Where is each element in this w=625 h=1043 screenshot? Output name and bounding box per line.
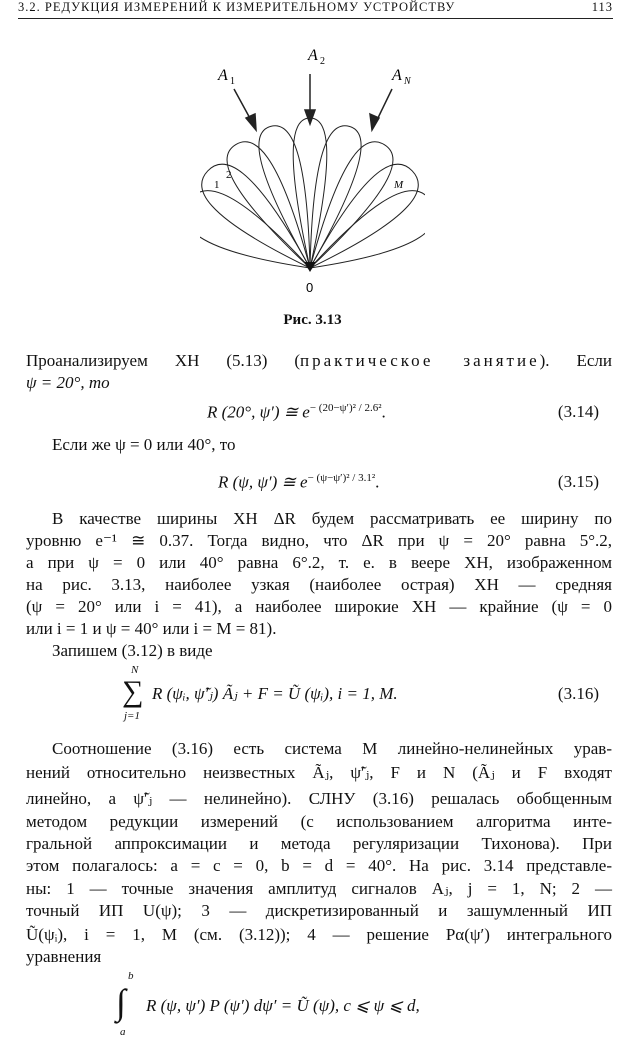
eq-3-14-number: (3.14) bbox=[557, 402, 599, 421]
paragraph-5-line-10: уравнения bbox=[26, 947, 102, 966]
paragraph-1-line-2: ψ = 20°, то bbox=[26, 373, 110, 392]
radiation-lobe bbox=[293, 118, 327, 268]
paragraph-2: Если же ψ = 0 или 40°, то bbox=[52, 435, 236, 454]
figure-3-13 bbox=[200, 44, 425, 304]
equation-3-16 bbox=[0, 664, 625, 726]
eq-3-14-exponent: − (20−ψ′)² / 2.6² bbox=[309, 402, 382, 414]
sum-lower-limit: j=1 bbox=[124, 710, 140, 722]
radiation-lobe bbox=[200, 191, 310, 268]
integral-lower-limit: a bbox=[120, 1026, 126, 1038]
label-2: 2 bbox=[226, 169, 232, 181]
label-a1: A bbox=[218, 67, 228, 84]
paragraph-3-line-1: В качестве ширины ХН ΔR будем рассматривать ее ширину по bbox=[52, 509, 612, 528]
header-rule bbox=[18, 18, 613, 19]
equation-3-14: R (20°, ψ′) ≅ $e^{- (20-\psi')^2 / 2.6^2}$. (3.14) bbox=[207, 402, 599, 422]
paragraph-5-line-4: методом редукции измерений (с использованием алгоритма инте- bbox=[26, 812, 612, 831]
paragraph-5-line-9: Ũ(ψᵢ), i = 1, M (см. (3.12)); 4 — решение Pα(ψ′) интегрального bbox=[26, 925, 612, 944]
eq-3-15-number: (3.15) bbox=[557, 472, 599, 491]
paragraph-5-line-3: линейно, а ψ̃′ⱼ — нелинейно). СЛНУ (3.16) решалась обобщенным bbox=[26, 789, 612, 808]
page-number: 113 bbox=[591, 0, 613, 14]
paragraph-5-line-2: нений относительно неизвестных Ãⱼ, ψ̃′ⱼ, F и N (Ãⱼ и F входят bbox=[26, 763, 612, 782]
paragraph-5-line-6: этом полагалось: a = c = 0, b = d = 40°. На рис. 3.14 представле- bbox=[26, 856, 612, 875]
paragraph-3-line-5: (ψ = 20° или i = 41), а наиболее широкие ХН — крайние (ψ = 0 bbox=[26, 597, 612, 616]
integral-sign: ∫ bbox=[116, 982, 126, 1022]
label-an: A bbox=[392, 67, 402, 84]
label-a1-sub: 1 bbox=[230, 76, 235, 87]
label-a2: A bbox=[308, 47, 318, 64]
label-1: 1 bbox=[214, 179, 220, 191]
eq-3-16-number: (3.16) bbox=[557, 684, 599, 703]
integral-upper-limit: b bbox=[128, 970, 134, 982]
radiation-lobe bbox=[310, 191, 425, 268]
integral-body: R (ψ, ψ′) P (ψ′) dψ′ = Ũ (ψ), c ⩽ ψ ⩽ d, bbox=[146, 996, 420, 1015]
figure-caption: Рис. 3.13 bbox=[283, 312, 342, 328]
paragraph-5-line-1: Соотношение (3.16) есть система M линейно-нелинейных урав- bbox=[52, 739, 612, 758]
fan-diagram bbox=[200, 44, 425, 304]
radiation-lobe bbox=[259, 126, 310, 268]
label-a2-sub: 2 bbox=[320, 56, 325, 67]
label-an-sub: N bbox=[404, 76, 411, 87]
label-m: M bbox=[394, 179, 404, 191]
paragraph-3-line-3: а при ψ = 0 или 40° равна 6°.2, т. е. в веере ХН, изображенном bbox=[26, 553, 612, 572]
integral-equation bbox=[0, 966, 625, 1040]
label-0: 0 bbox=[306, 280, 314, 295]
paragraph-3-line-6: или i = 1 и ψ = 40° или i = M = 81). bbox=[26, 619, 277, 638]
eq-3-15-exponent: − (ψ−ψ′)² / 3.1² bbox=[307, 472, 376, 484]
arrow-an-head bbox=[370, 114, 379, 130]
equation-3-15: R (ψ, ψ′) ≅ $e^{- (\psi-\psi')^2 / 3.1^2}$. (3.15) bbox=[218, 472, 599, 492]
running-header bbox=[18, 0, 613, 20]
paragraph-5-line-8: точный ИП U(ψ); 3 — дискретизированный и зашумленный ИП bbox=[26, 901, 612, 920]
radiation-lobe bbox=[310, 126, 361, 268]
paragraph-3-line-4: на рис. 3.13, наиболее узкая (наиболее острая) ХН — средняя bbox=[26, 575, 612, 594]
sum-upper-limit: N bbox=[131, 664, 139, 676]
sum-sign: ∑ bbox=[122, 675, 144, 708]
eq-3-16-body: R (ψᵢ, ψ̃′ⱼ) Ãⱼ + F = Ũ (ψᵢ), i = 1, M. bbox=[152, 684, 398, 703]
paragraph-3-line-2: уровню e⁻¹ ≅ 0.37. Тогда видно, что ΔR при ψ = 20° равна 5°.2, bbox=[26, 531, 612, 550]
paragraph-5-line-7: ны: 1 — точные значения амплитуд сигналов Aⱼ, j = 1, N; 2 — bbox=[26, 879, 612, 898]
paragraph-5-line-5: гральной аппроксимации и метода регуляризации Тихонова). При bbox=[26, 834, 612, 853]
section-title: 3.2. РЕДУКЦИЯ ИЗМЕРЕНИЙ К ИЗМЕРИТЕЛЬНОМУ УСТРОЙСТВУ bbox=[18, 0, 456, 14]
arrow-a2-head bbox=[305, 110, 315, 124]
arrow-a1-head bbox=[246, 114, 256, 130]
paragraph-1-line-1: Проанализируем ХН (5.13) (практическое занятие). Если bbox=[26, 351, 613, 370]
paragraph-4: Запишем (3.12) в виде bbox=[52, 641, 213, 660]
